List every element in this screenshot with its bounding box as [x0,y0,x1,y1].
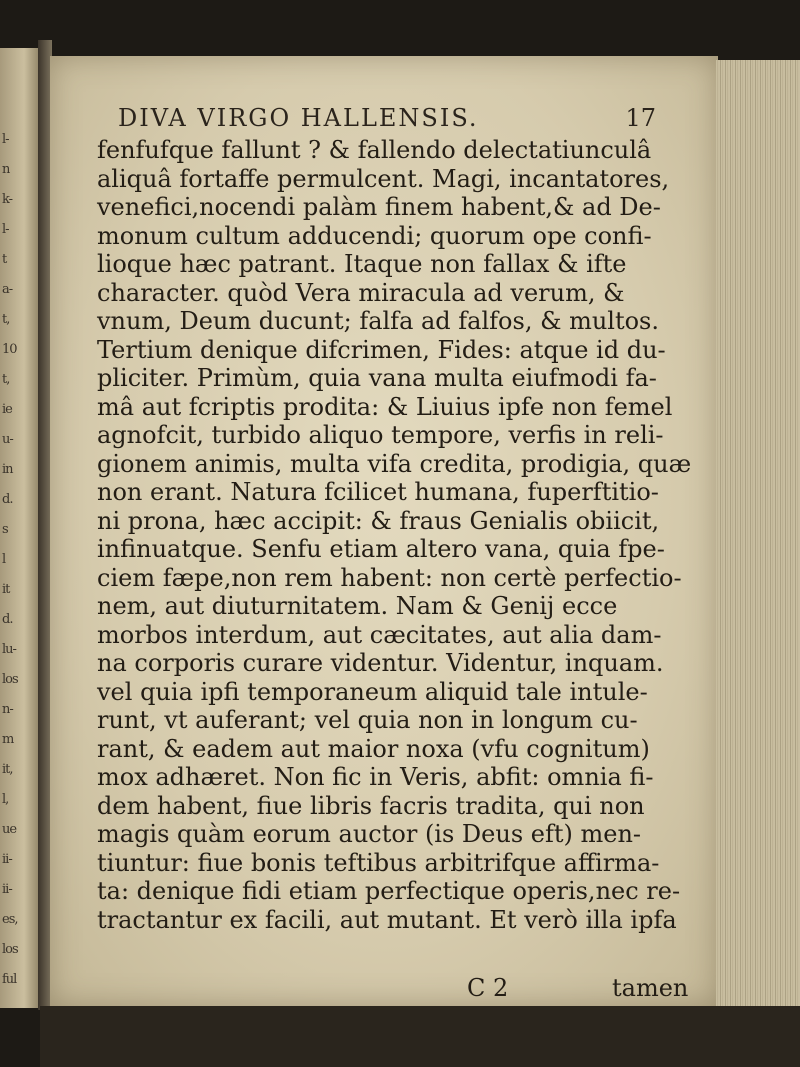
text-line: fenfufque fallunt ? & fallendo delectatiunculâ [97,136,652,164]
text-line: ta: denique fidi etiam perfectique operis,nec re- [97,877,681,905]
left-page-fragment: lu- [2,642,16,657]
left-page-fragment: k- [2,192,13,207]
text-line: tiuntur: fiue bonis teftibus arbitrifque affirma- [97,848,660,877]
catchword: tamen [612,974,689,1002]
left-page-fragment: it [2,582,10,597]
text-line: venefici,nocendi palàm finem habent,& ad De- [97,193,661,221]
text-line: vel quia ipfi temporaneum aliquid tale intule- [97,677,648,706]
left-page-fragment: ful [2,972,17,987]
left-page-fragment: los [2,672,18,687]
left-page-fragment: d. [2,492,13,507]
text-line: agnofcit, turbido aliquo tempore, verfis in reli- [97,421,664,449]
left-page-fragment: l, [2,792,9,807]
table-background [40,1006,800,1067]
running-header [118,104,658,132]
left-page-fragment: ii- [2,882,12,897]
body-text [97,136,695,1002]
left-page-fragment: l- [2,222,9,237]
text-line: na corporis curare videntur. Videntur, inquam. [97,649,664,677]
left-page-fragment: ie [2,402,12,417]
text-line: Tertium denique difcrimen, Fides: atque id du- [97,335,666,364]
left-page-fragment: u- [2,432,13,447]
text-line: runt, vt auferant; vel quia non in longum cu- [97,706,638,734]
text-line: ciem fæpe,non rem habent: non certè perfectio- [97,563,682,592]
text-line: mâ aut fcriptis prodita: & Liuius ipfe non femel [97,392,673,421]
text-line: non erant. Natura fcilicet humana, fuperftitio- [97,478,659,506]
text-line: pliciter. Primùm, quia vana multa eiufmodi fa- [97,364,657,392]
left-page-fragment: l [2,552,6,567]
text-line: infinuatque. Senfu etiam altero vana, quia fpe- [97,535,665,563]
left-page-fragment: ue [2,822,17,837]
text-line: morbos interdum, aut cæcitates, aut alia dam- [97,620,662,649]
left-page-fragment: d. [2,612,13,627]
left-page-fragment: t [2,252,7,267]
text-line: aliquâ fortaffe permulcent. Magi, incantatores, [97,164,670,193]
page-number: 17 [625,104,656,132]
text-line: monum cultum adducendi; quorum ope confi- [97,221,652,250]
left-page-fragment: n- [2,702,13,717]
left-page-fragment: los [2,942,18,957]
left-page-fragment: m [2,732,14,747]
running-title: DIVA VIRGO HALLENSIS. [118,104,479,132]
text-line: ni prona, hæc accipit: & fraus Genialis obiicit, [97,506,660,535]
signature-mark: C 2 [467,974,509,1002]
left-page-fragment: it, [2,762,13,777]
text-line: nem, aut diuturnitatem. Nam & Genij ecce [97,592,618,620]
text-line: magis quàm eorum auctor (is Deus eft) men- [97,820,642,848]
text-line: lioque hæc patrant. Itaque non fallax & ifte [97,250,627,278]
left-page-fragment: 10 [2,342,17,357]
left-page-fragment: es, [2,912,18,927]
left-page-fragment: in [2,462,13,477]
left-page-fragment: t, [2,372,10,387]
text-line: vnum, Deum ducunt; falfa ad falfos, & multos. [97,307,659,335]
left-page-fragment: s [2,522,8,537]
left-page-fragment: t, [2,312,10,327]
left-page-fragment: l- [2,132,9,147]
text-line: dem habent, fiue libris facris tradita, qui non [97,791,645,820]
left-page-fragment: ii- [2,852,12,867]
text-line: tractantur ex facili, aut mutant. Et verò illa ipfa [97,905,677,934]
text-line: gionem animis, multa vifa credita, prodigia, quæ [97,449,692,478]
text-line: mox adhæret. Non fic in Veris, abfit: omnia fi- [97,763,654,791]
page-footer [97,974,695,1004]
left-page-fragment: n [2,162,10,177]
left-page-edge [0,48,40,1008]
left-page-fragment: a- [2,282,13,297]
page-edges [716,60,800,1010]
text-line: rant, & eadem aut maior noxa (vfu cognitum) [97,734,650,763]
text-line: character. quòd Vera miracula ad verum, & [97,278,625,307]
